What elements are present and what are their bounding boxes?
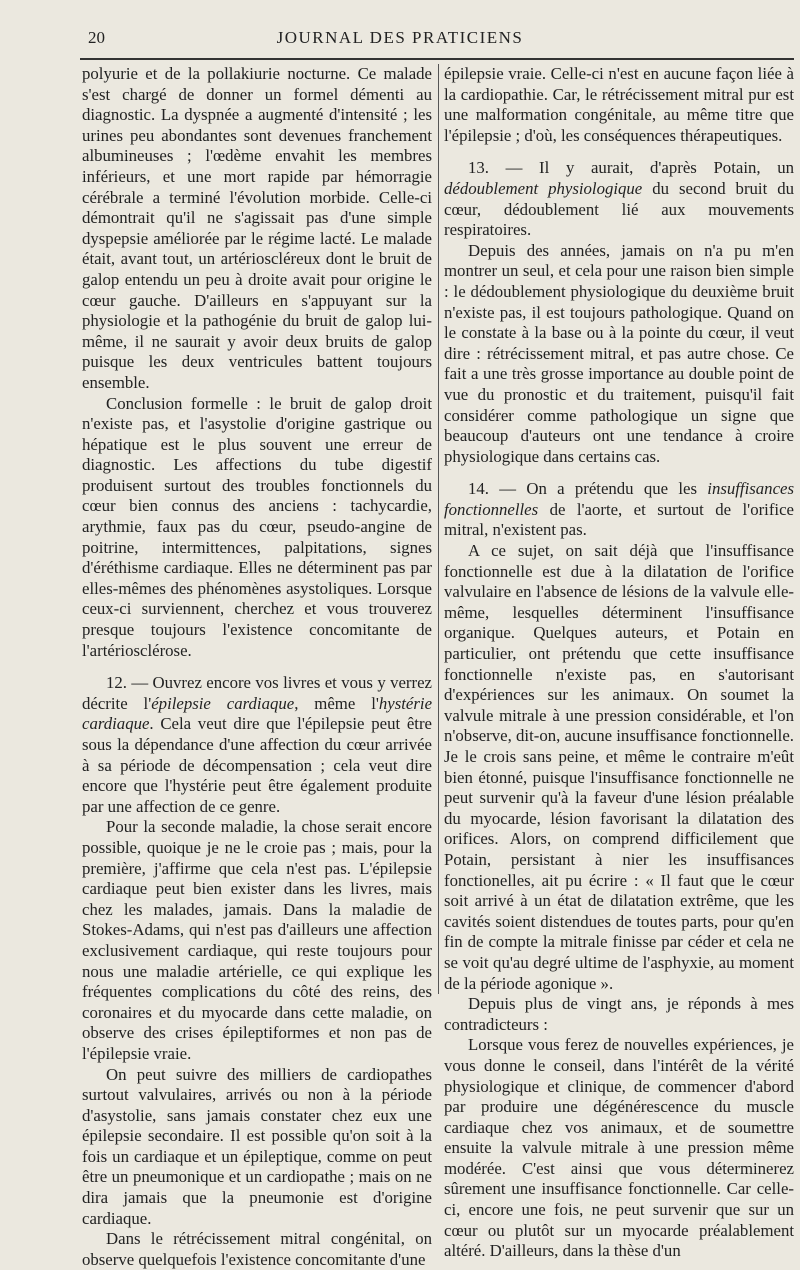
section-14-paragraph: 14. — On a prétendu que les insuffisances fonctionnelles de l'aorte, et surtout de l'orifice mitral, n'existent pas. <box>444 479 794 540</box>
paragraph: Depuis des années, jamais on n'a pu m'en montrer un seul, et cela pour une raison bien simple : le dédoublement physiologique du deuxième bruit n'existe pas, il est toujours pathologique. Quand on le constate à la base ou à la pointe du cœur, il veut dire : rétrécissement mitral, et pas autre chose. Ce fait a une très grosse importance au double point de vue du pronostic et du traitement, puisqu'il fait considérer comme pathologique un signe que beaucoup d'auteurs ont une tendance à croire physiologique dans certains cas. <box>444 240 794 466</box>
paragraph: polyurie et de la pollakiurie nocturne. Ce malade s'est chargé de donner un formel démenti au diagnostic. La dyspnée a augmenté d'intensité ; les urines peu abondantes sont devenues franchement albumineuses ; l'œdème envahit les membres inférieurs, et une mort rapide par hémorragie cérébrale a terminé l'évolution morbide. Celle-ci démontrait qu'il ne s'agissait pas d'une simple dyspepsie améliorée par le régime lacté. Le malade était, avant tout, un artérioscléreux dont le bruit de galop entendu un peu à droite avait pour origine le cœur gauche. D'ailleurs en s'appuyant sur la physiologie et la pathogénie du bruit de galop lui-même, il ne saurait y avoir deux bruits de galop puisque les deux ventricules battent toujours ensemble. <box>82 64 432 392</box>
paragraph: Dans le rétrécissement mitral congénital, on observe quelquefois l'existence concomitante d'une <box>82 1229 432 1269</box>
paragraph: Lorsque vous ferez de nouvelles expériences, je vous donne le conseil, dans l'intérêt de la vérité physiologique et clinique, de commencer d'abord par produire une dégénérescence du muscle cardiaque chez vos animaux, et de soumettre ensuite la valvule mitrale à une pression même modérée. C'est ainsi que vous déterminerez sûrement une insuffisance fonctionnelle. Car celle-ci, encore une fois, ne peut survenir que sur un cœur ou plutôt sur un myocarde préalablement altéré. D'ailleurs, dans la thèse d'un <box>444 1035 794 1261</box>
left-column <box>82 64 432 1270</box>
paragraph: On peut suivre des milliers de cardiopathes surtout valvulaires, arrivés ou non à la période d'asystolie, sans jamais constater chez eux une épilepsie secondaire. Il est possible qu'on soit à la fois un cardiaque et un épileptique, comme on peut être un pneumonique et un cardiopathe ; mais on ne dira jamais que la pneumonie est d'origine cardiaque. <box>82 1064 432 1228</box>
paragraph: A ce sujet, on sait déjà que l'insuffisance fonctionnelle est due à la dilatation de l'orifice valvulaire en l'absence de lésions de la valvule elle-même, lesquelles déterminent l'insuffisance organique. Quelques auteurs, et Potain en particulier, ont prétendu que cette insuffisance fonctionnelle n'existe pas, en s'autorisant d'expériences sur les animaux. On soumet la valvule mitrale à une pression considérable, et l'on n'observe, dit-on, aucune insuffisance fonctionnelle. Je le crois sans peine, et même le contraire m'eût bien étonné, puisque l'insuffisance fonctionnelle ne peut survenir qu'à la faveur d'une lésion préalable du myocarde, lésion favorisant la dilatation des orifices. Alors, on comprend difficilement que Potain, persistant à nier les insuffisances fonctionelles, ait pu écrire : « Il faut que le cœur soit arrivé à un état de dilatation extrême, que les cavités soient distendues de toutes parts, pour qu'en fin de compte la mitrale finisse par céder et cela ne se voit qu'au degré ultime de l'asphyxie, au moment de la période agonique ». <box>444 541 794 993</box>
header-rule <box>80 58 794 60</box>
paragraph: Pour la seconde maladie, la chose serait encore possible, quoique je ne le croie pas ; mais, pour la première, j'affirme que cela n'est pas. L'épilepsie cardiaque peut bien exister dans les livres, mais chez les malades, jamais. Dans la maladie de Stokes-Adams, qui n'est pas d'ailleurs une affection exclusivement cardiaque, qui reste toujours pour nous une maladie artérielle, ce qui explique les fréquentes complications du côté des reins, des coronaires et du myocarde dans cette maladie, on observe des crises épileptiformes et non pas de l'épilepsie vraie. <box>82 817 432 1063</box>
section-12-paragraph: 12. — Ouvrez encore vos livres et vous y verrez décrite l'épilepsie cardiaque, même l'hystérie cardiaque. Cela veut dire que l'épilepsie peut être sous la dépendance d'une affection du cœur arrivée à sa période de décompensation ; cela veut dire encore que l'hystérie peut être également produite par une affection de ce genre. <box>82 673 433 816</box>
section-13-paragraph: 13. — Il y aurait, d'après Potain, un dédoublement physiologique du second bruit du cœur, dédoublement lié aux mouvements respiratoires. <box>444 158 795 240</box>
running-title: JOURNAL DES PRATICIENS <box>276 28 524 47</box>
right-column <box>444 64 794 1262</box>
paragraph: épilepsie vraie. Celle-ci n'est en aucune façon liée à la cardiopathie. Car, le rétrécissement mitral pur est une malformation congénitale, au même titre que l'épilepsie ; d'où, les conséquences thérapeutiques. <box>444 64 794 145</box>
page-header <box>0 28 800 52</box>
page-number: 20 <box>88 28 105 47</box>
paragraph: Conclusion formelle : le bruit de galop droit n'existe pas, et l'asystolie d'origine gastrique ou hépatique est le plus souvent une erreur de diagnostic. Les affections du tube digestif produisent surtout des troubles fonctionnels du cœur bien connus des anciens : tachycardie, arythmie, faux pas du cœur, pseudo-angine de poitrine, intermittences, palpitations, signes d'éréthisme cardiaque. Elles ne déterminent pas par elles-mêmes des phénomènes asystoliques. Lorsque ceux-ci surviennent, cherchez et vous trouverez presque toujours l'existence concomitante de l'artériosclérose. <box>82 393 432 660</box>
paragraph: Depuis plus de vingt ans, je réponds à mes contradicteurs : <box>444 994 794 1034</box>
column-divider <box>438 64 439 994</box>
